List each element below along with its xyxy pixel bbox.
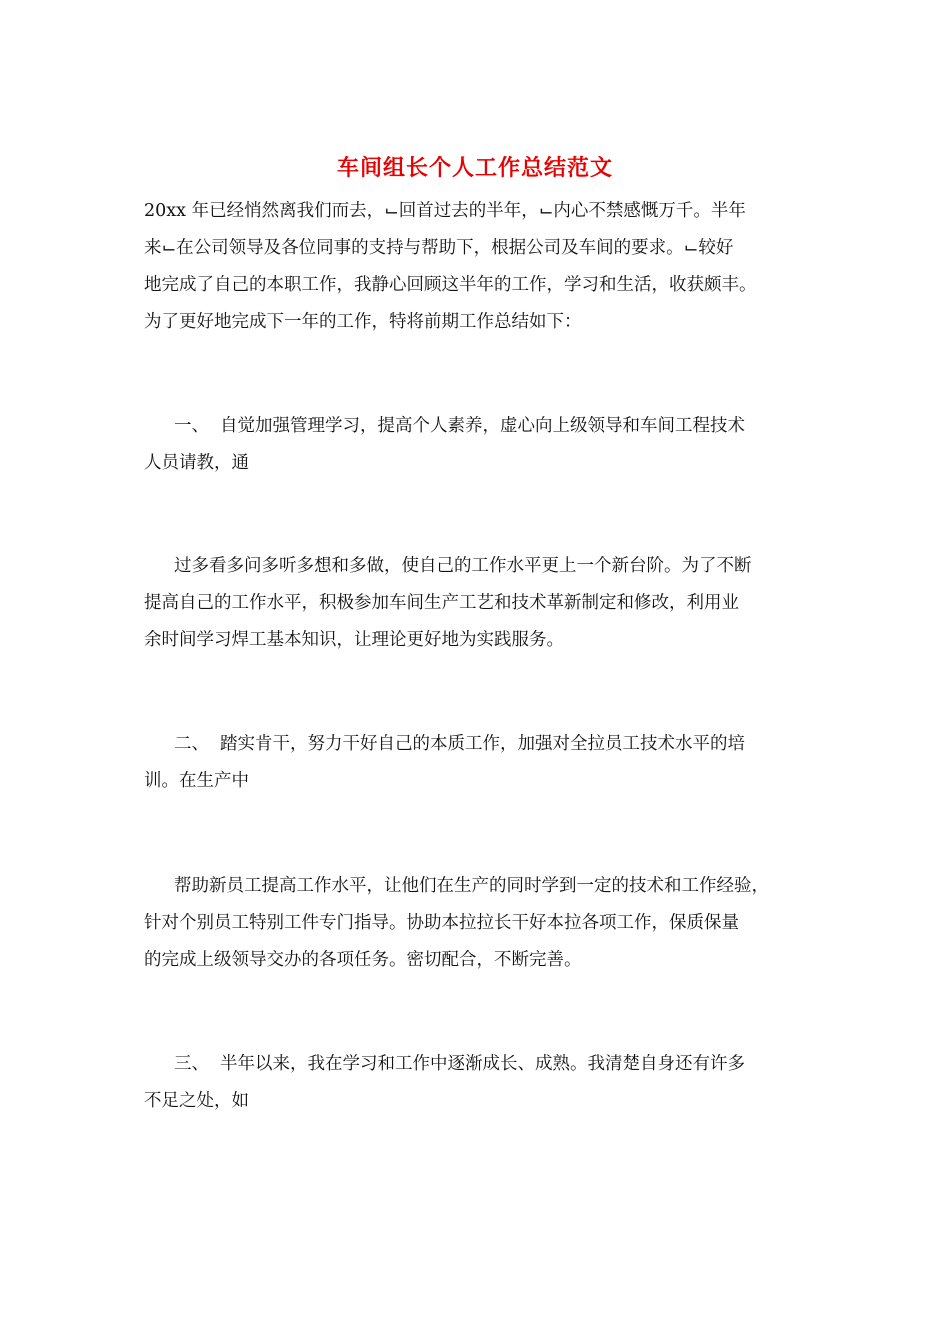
body-line: 帮助新员工提高工作水平，让他们在生产的同时学到一定的技术和工作经验， xyxy=(174,876,769,896)
body-line: 针对个别员工特别工件专门指导。协助本拉拉长干好本拉各项工作，保质保量 xyxy=(144,913,739,933)
section-heading-line: 训。在生产中 xyxy=(144,771,249,791)
section-heading-text: 半年以来，我在学习和工作中逐渐成长、成熟。我清楚自身还有许多 xyxy=(220,1054,745,1074)
section-3-heading xyxy=(144,1046,824,1120)
section-heading-line xyxy=(144,1046,824,1083)
section-heading-text: 踏实肯干，努力干好自己的本质工作，加强对全拉员工技术水平的培 xyxy=(220,734,745,754)
section-number: 三、 xyxy=(174,1054,209,1074)
section-heading-line: 不足之处，如 xyxy=(144,1091,249,1111)
intro-line: 20xx 年已经悄然离我们而去，⌙回首过去的半年，⌙内心不禁感慨万千。半年 xyxy=(144,201,746,221)
section-heading-line: 人员请教，通 xyxy=(144,453,249,473)
intro-paragraph xyxy=(144,193,824,341)
section-heading-text: 自觉加强管理学习，提高个人素养，虚心向上级领导和车间工程技术 xyxy=(220,416,745,436)
body-line: 的完成上级领导交办的各项任务。密切配合，不断完善。 xyxy=(144,950,582,970)
section-number: 二、 xyxy=(174,734,209,754)
body-line: 过多看多问多听多想和多做，使自己的工作水平更上一个新台阶。为了不断 xyxy=(174,556,752,576)
body-line: 余时间学习焊工基本知识，让理论更好地为实践服务。 xyxy=(144,630,564,650)
section-1-body xyxy=(144,548,824,659)
section-2-heading xyxy=(144,726,824,800)
section-number: 一、 xyxy=(174,416,209,436)
section-heading-line xyxy=(144,726,824,763)
intro-line: 为了更好地完成下一年的工作，特将前期工作总结如下： xyxy=(144,312,582,332)
section-1-heading xyxy=(144,408,824,482)
section-2-body xyxy=(144,868,824,979)
intro-line: 来⌙在公司领导及各位同事的支持与帮助下，根据公司及车间的要求。⌙较好 xyxy=(144,238,734,258)
body-line: 提高自己的工作水平，积极参加车间生产工艺和技术革新制定和修改，利用业 xyxy=(144,593,739,613)
intro-line: 地完成了自己的本职工作，我静心回顾这半年的工作，学习和生活，收获颇丰。 xyxy=(144,275,757,295)
document-title: 车间组长个人工作总结范文 xyxy=(336,155,613,181)
section-heading-line xyxy=(144,408,824,445)
